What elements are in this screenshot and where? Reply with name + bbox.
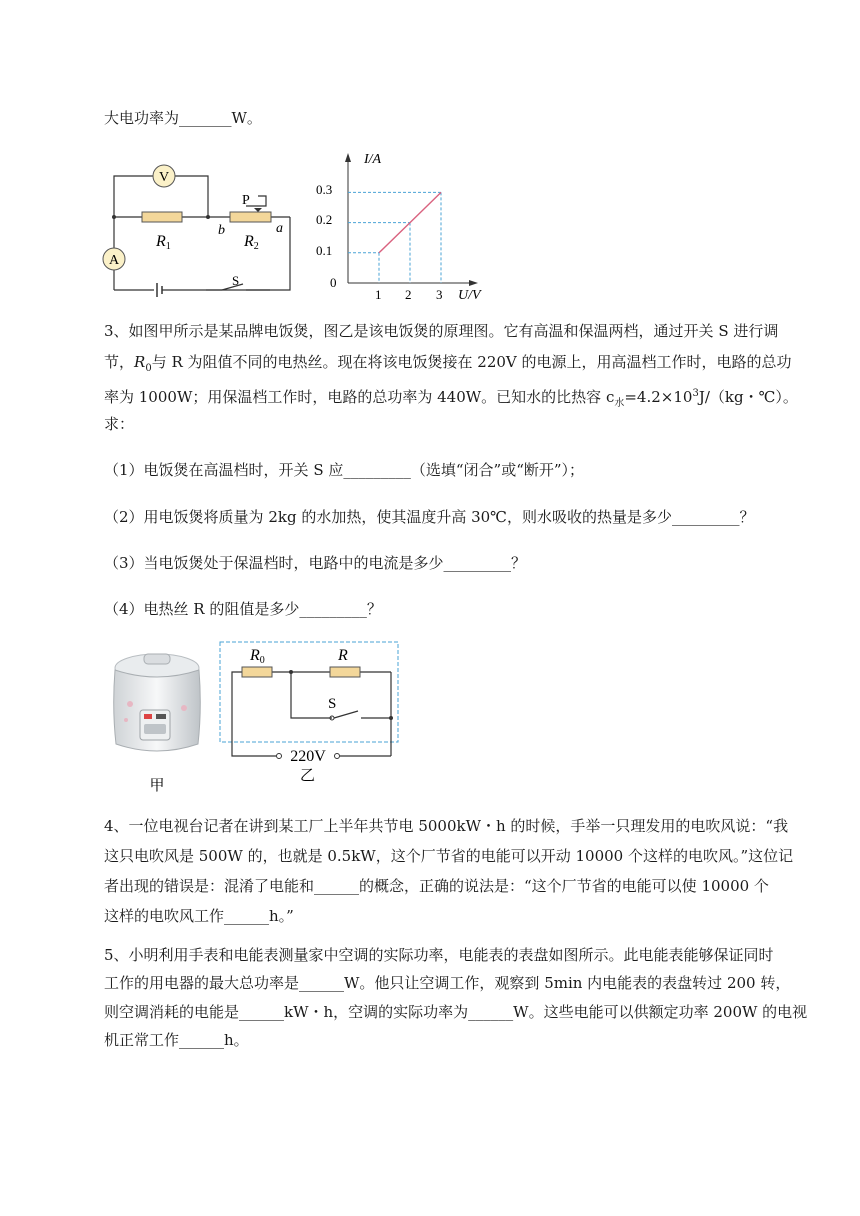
slider-label: P [242,193,250,208]
q3-subquestion-2: （2）用电饭煲将质量为 2kg 的水加热，使其温度升高 30℃，则水吸收的热量是多少_________？ [104,508,755,526]
q3-subquestion-3: （3）当电饭煲处于保温档时，电路中的电流是多少_________？ [104,554,527,572]
r2-label: R2 [244,233,259,252]
ammeter-label: A [108,253,120,268]
circuit-1-diagram [98,160,303,300]
caption-jia: 甲 [149,778,165,794]
iu-graph [312,145,492,305]
q5-line-3: 则空调消耗的电能是______kW・h，空调的实际功率为______W。这些电能可以供额定功率 200W 的电视 [104,1003,808,1021]
q3-line-4: 求： [104,415,135,433]
dashed-frame [220,642,398,742]
switch-label: S [232,273,240,288]
rheostat-r2 [230,212,271,222]
x-tick-label: 1 [375,287,382,302]
q2-tail: 大电功率为_______W。 [104,109,262,127]
x-tick-label: 3 [436,287,443,302]
caption-yi: 乙 [300,768,316,784]
x-tick-label: 2 [405,287,412,302]
switch-label: S [328,696,337,712]
voltage-label: 220V [290,748,326,765]
rice-cooker-image [104,648,210,796]
x-axis-label: U/V [458,288,481,303]
q4-line-1: 4、一位电视台记者在讲到某工厂上半年共节电 5000kW・h 的时候，手举一只理发用的电吹风说：“我 [104,817,789,835]
y-tick-label: 0.1 [316,243,333,258]
q3-line-2: 节，$R_0$与 R 为阻值不同的电热丝。现在将该电饭煲接在 220V 的电源上，用高温档工作时，电路的总功 [104,353,792,374]
voltmeter-label: V [158,170,170,185]
r1-label: R1 [156,233,171,252]
y-axis-label: I/A [364,152,382,167]
q5-line-4: 机正常工作______h。 [104,1031,249,1049]
point-b-label: b [218,223,225,238]
q5-line-2: 工作的用电器的最大总功率是______W。他只让空调工作，观察到 5min 内电能表的表盘转过 200 转， [104,974,791,992]
q5-line-1: 5、小明利用手表和电能表测量家中空调的实际功率，电能表的表盘如图所示。此电能表能够保证同时 [104,946,774,964]
q3-line-3: 率为 1000W；用保温档工作时，电路的总功率为 440W。已知水的比热容 $c_水=4.2\times 10^3J/(kg$・℃）。 [104,388,798,409]
circuit-2-diagram [214,638,404,788]
q3-subquestion-4: （4）电热丝 R 的阻值是多少_________？ [104,600,382,618]
resistor-r [330,667,360,677]
q4-line-3: 者出现的错误是：混淆了电能和______的概念，正确的说法是：“这个厂节省的电能可以使 10000 个 [104,877,769,895]
y-tick-label: 0.3 [316,182,333,197]
q4-line-2: 这只电吹风是 500W 的，也就是 0.5kW，这个厂节省的电能可以开动 10000 个这样的电吹风。”这位记 [104,847,794,865]
point-a-label: a [276,221,283,236]
q3-line-1: 3、如图甲所示是某品牌电饭煲，图乙是该电饭煲的原理图。它有高温和保温两档，通过开关 S 进行调 [104,322,779,340]
q3-subquestion-1: （1）电饭煲在高温档时，开关 S 应_________（选填“闭合”或“断开”）； [104,461,585,479]
resistor-r1 [142,212,182,222]
y-tick-label: 0.2 [316,212,333,227]
y-tick-label: 0 [330,275,337,290]
r0-label: R0 [250,647,265,666]
resistor-r0 [242,667,272,677]
q4-line-4: 这样的电吹风工作______h。” [104,907,294,925]
r-label: R [338,647,348,664]
